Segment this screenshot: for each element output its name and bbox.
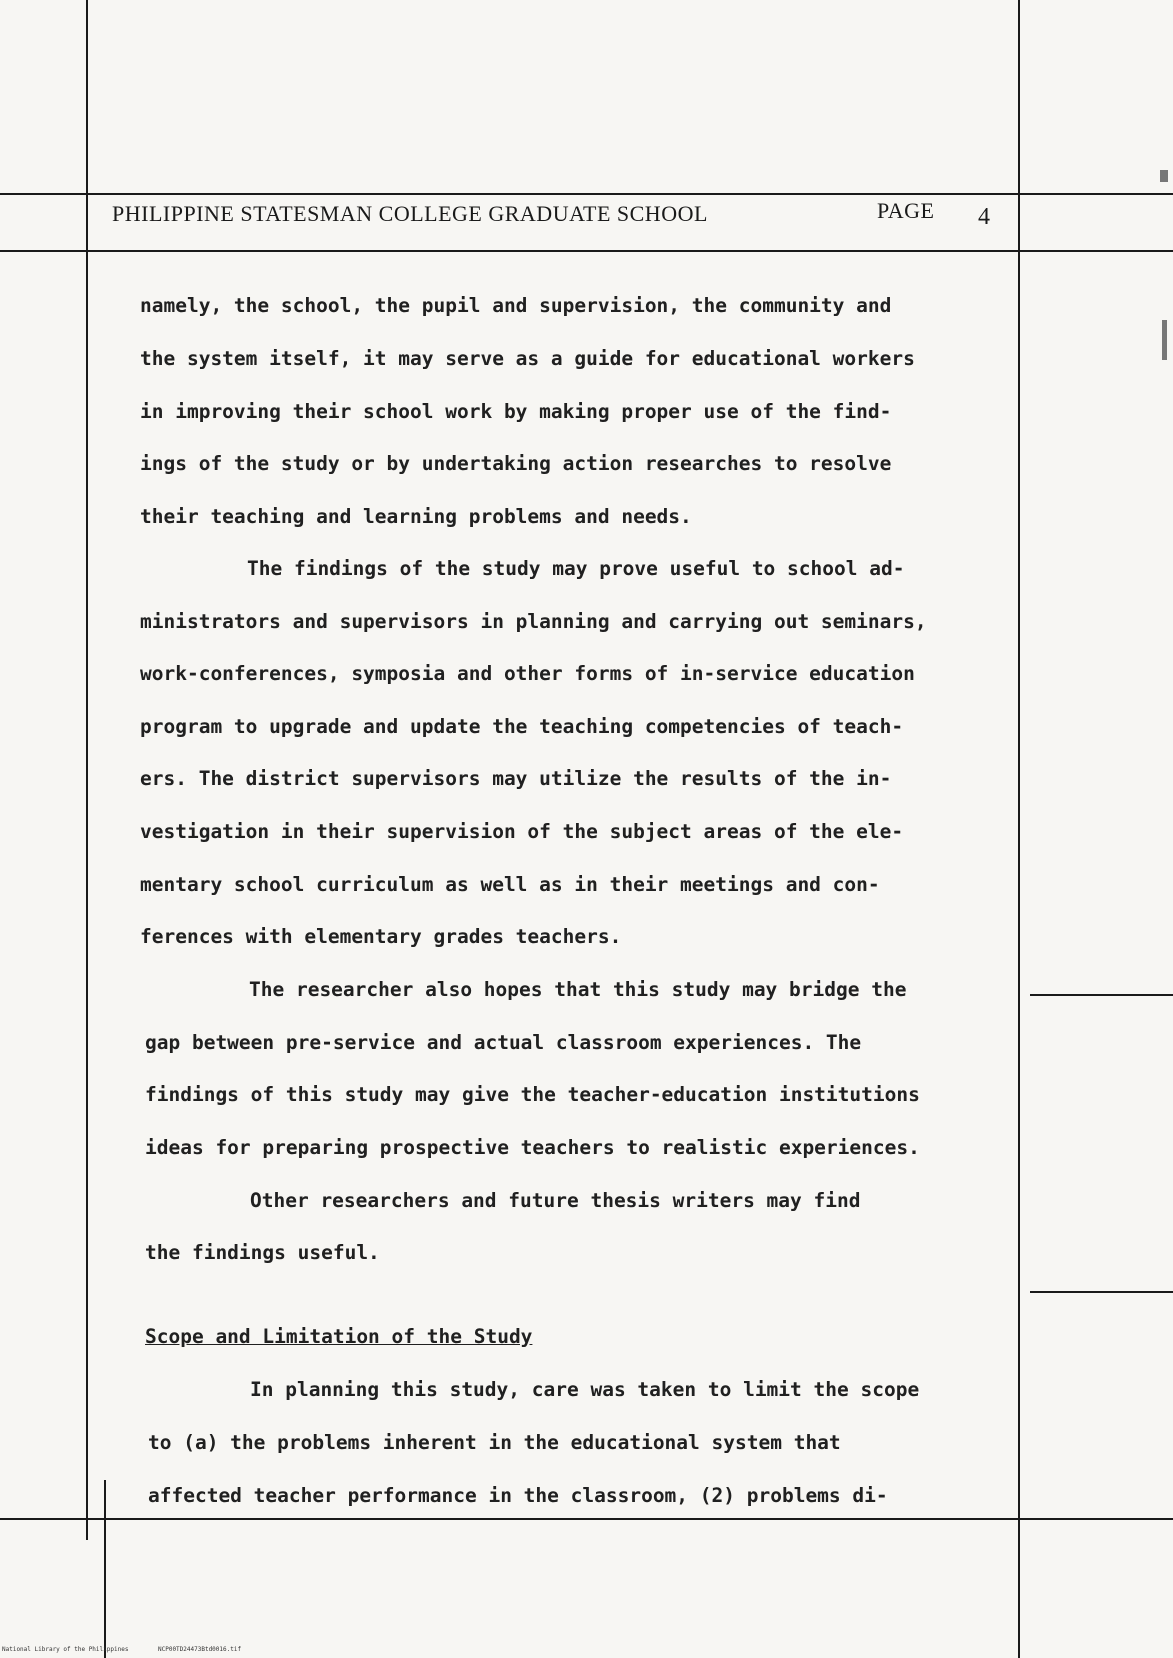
- library-note: National Library of the Philippines: [2, 1646, 129, 1653]
- body-line: their teaching and learning problems and needs.: [140, 505, 692, 528]
- body-line: work-conferences, symposia and other forms of in-service education: [140, 662, 915, 685]
- body-line: The researcher also hopes that this study may bridge the: [249, 978, 907, 1001]
- right-edge-rule: [1030, 994, 1173, 996]
- body-line: the findings useful.: [145, 1241, 380, 1264]
- header-bottom-rule: [0, 250, 1173, 252]
- body-line: ideas for preparing prospective teachers to realistic experiences.: [145, 1136, 920, 1159]
- file-id: NCP00TD24473Btd0016.tif: [158, 1646, 242, 1653]
- right-edge-rule: [1030, 1291, 1173, 1293]
- body-line: vestigation in their supervision of the subject areas of the ele-: [140, 820, 904, 843]
- body-line: in improving their school work by making proper use of the find-: [140, 400, 892, 423]
- body-line: gap between pre-service and actual classroom experiences. The: [145, 1031, 862, 1054]
- scan-speck: [1162, 320, 1167, 360]
- left-margin-line-lower: [104, 1480, 106, 1658]
- body-line: The findings of the study may prove useful to school ad-: [247, 557, 905, 580]
- body-line: mentary school curriculum as well as in their meetings and con-: [140, 873, 880, 896]
- body-line: ferences with elementary grades teachers.: [140, 925, 622, 948]
- section-line: affected teacher performance in the classroom, (2) problems di-: [148, 1484, 888, 1507]
- header-top-rule: [0, 193, 1173, 195]
- section-heading: Scope and Limitation of the Study: [145, 1325, 533, 1348]
- bottom-rule: [0, 1518, 1173, 1520]
- page-number: 4: [978, 204, 991, 230]
- body-line: ers. The district supervisors may utilize the results of the in-: [140, 767, 892, 790]
- body-line: ministrators and supervisors in planning and carrying out seminars,: [140, 610, 927, 633]
- left-margin-line: [86, 0, 88, 1540]
- section-line: to (a) the problems inherent in the educational system that: [148, 1431, 841, 1454]
- body-line: the system itself, it may serve as a guide for educational workers: [140, 347, 915, 370]
- body-line: ings of the study or by undertaking action researches to resolve: [140, 452, 892, 475]
- right-margin-line: [1018, 0, 1020, 1658]
- section-line: In planning this study, care was taken to limit the scope: [250, 1378, 920, 1401]
- institution-title: PHILIPPINE STATESMAN COLLEGE GRADUATE SCHOOL: [112, 201, 708, 226]
- body-line: namely, the school, the pupil and supervision, the community and: [140, 294, 892, 317]
- body-line: program to upgrade and update the teaching competencies of teach-: [140, 715, 904, 738]
- scan-speck: [1160, 170, 1168, 182]
- body-line: findings of this study may give the teacher-education institutions: [145, 1083, 920, 1106]
- body-line: Other researchers and future thesis writers may find: [250, 1189, 861, 1212]
- page-label: PAGE: [877, 198, 935, 223]
